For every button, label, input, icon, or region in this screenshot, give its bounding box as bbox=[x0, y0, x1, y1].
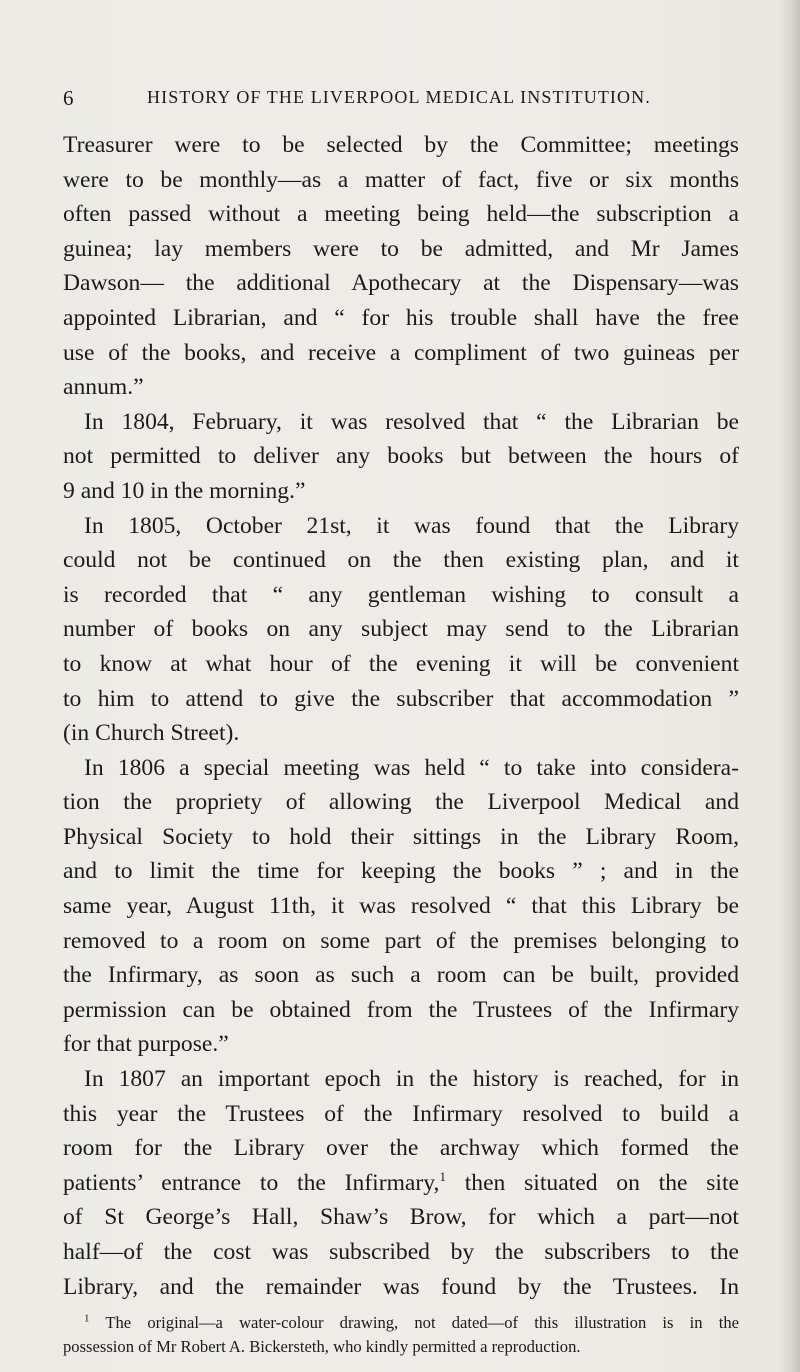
text-fragment: then situated on the site bbox=[445, 1169, 740, 1196]
text-line: could not be continued on the then existing plan, and it bbox=[63, 547, 739, 574]
text-line: guinea; lay members were to be admitted, and Mr James bbox=[63, 235, 739, 262]
footnotes bbox=[63, 1311, 739, 1359]
footnote-marker: 1 bbox=[84, 1312, 90, 1325]
text-line: use of the books, and receive a compliment of two guineas per bbox=[63, 339, 739, 366]
footnote-line: possession of Mr Robert A. Bickersteth, who kindly permitted a reproduction. bbox=[63, 1337, 581, 1356]
text-line: half—of the cost was subscribed by the subscribers to the bbox=[63, 1239, 739, 1265]
running-head: HISTORY OF THE LIVERPOOL MEDICAL INSTITUTION. bbox=[147, 87, 651, 107]
text-line: annum.” bbox=[63, 374, 144, 401]
text-line-with-footnote-ref bbox=[63, 1166, 739, 1201]
page-header bbox=[63, 86, 703, 116]
text-line: Physical Society to hold their sittings in the Library Room, bbox=[63, 823, 739, 850]
paragraph-start-line: In 1805, October 21st, it was found that the Library bbox=[84, 512, 739, 539]
text-line: appointed Librarian, and “ for his trouble shall have the free bbox=[63, 304, 739, 331]
paragraph-start-line: In 1807 an important epoch in the history is reached, for in bbox=[84, 1066, 739, 1093]
text-line: permission can be obtained from the Trustees of the Infirmary bbox=[63, 996, 739, 1023]
text-line: the Infirmary, as soon as such a room can be built, provided bbox=[63, 962, 739, 989]
paragraph-start-line: In 1806 a special meeting was held “ to take into considera- bbox=[84, 754, 739, 781]
text-line: this year the Trustees of the Infirmary resolved to build a bbox=[63, 1100, 739, 1127]
body-text bbox=[63, 128, 739, 1304]
page-number: 6 bbox=[63, 86, 74, 110]
text-line: were to be monthly—as a matter of fact, five or six months bbox=[63, 166, 739, 193]
text-line: to know at what hour of the evening it will be convenient bbox=[63, 650, 739, 677]
text-line: number of books on any subject may send to the Librarian bbox=[63, 616, 739, 643]
paragraph-start-line: In 1804, February, it was resolved that “ the Librarian be bbox=[84, 408, 739, 435]
text-line: same year, August 11th, it was resolved “ that this Library be bbox=[63, 893, 739, 920]
footnote-reference: 1 bbox=[439, 1168, 446, 1184]
text-line: and to limit the time for keeping the books ” ; and in the bbox=[63, 858, 739, 885]
text-line: tion the propriety of allowing the Liverpool Medical and bbox=[63, 789, 739, 816]
text-line: Treasurer were to be selected by the Committee; meetings bbox=[63, 132, 739, 158]
text-line: (in Church Street). bbox=[63, 720, 240, 747]
text-line: often passed without a meeting being held—the subscription a bbox=[63, 201, 739, 228]
text-fragment: patients’ entrance to the Infirmary, bbox=[63, 1169, 440, 1196]
page-edge-shadow bbox=[778, 0, 800, 1372]
footnote-text: The original—a water-colour drawing, not dated—of this illustration is in the bbox=[105, 1313, 739, 1332]
text-line: Library, and the remainder was found by the Trustees. In bbox=[63, 1273, 739, 1300]
text-line: for that purpose.” bbox=[63, 1031, 229, 1058]
text-line: not permitted to deliver any books but between the hours of bbox=[63, 443, 739, 470]
text-line: of St George’s Hall, Shaw’s Brow, for which a part—not bbox=[63, 1204, 739, 1231]
text-line: 9 and 10 in the morning.” bbox=[63, 477, 306, 504]
footnote-line bbox=[63, 1311, 739, 1335]
text-line: is recorded that “ any gentleman wishing to consult a bbox=[63, 581, 739, 608]
text-line: to him to attend to give the subscriber that accommodation ” bbox=[63, 685, 739, 712]
text-line: room for the Library over the archway which formed the bbox=[63, 1135, 739, 1162]
text-line: removed to a room on some part of the premises belonging to bbox=[63, 927, 739, 954]
text-line: Dawson— the additional Apothecary at the Dispensary—was bbox=[63, 270, 739, 297]
